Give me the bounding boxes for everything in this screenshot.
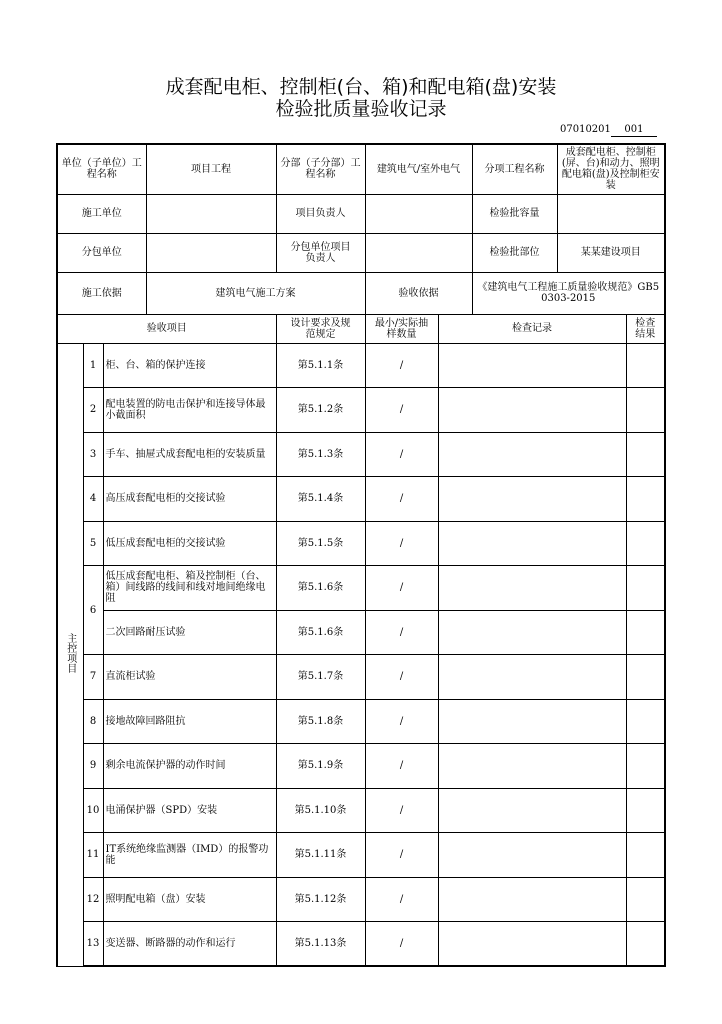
table-row [57,788,665,833]
item-record[interactable] [438,833,626,878]
item-sample: / [365,744,438,789]
item-result[interactable] [626,388,665,433]
col-sample-text: 最小/实际抽样数量 [374,317,429,340]
table-row [57,432,665,477]
item-record[interactable] [438,655,626,700]
acceptance-basis-label: 验收依据 [365,272,472,314]
table-row [57,877,665,922]
form-title: 成套配电柜、控制柜(台、箱)和配电箱(盘)安装 [165,76,557,98]
item-number: 8 [83,699,103,744]
division-label: 分部（子分部）工程名称 [276,144,365,194]
item-name: 剩余电流保护器的动作时间 [103,744,276,789]
item-name: 变送器、断路器的动作和运行 [103,922,276,967]
item-sample: / [365,699,438,744]
item-clause: 第5.1.10条 [276,788,365,833]
item-result[interactable] [626,610,665,655]
header-row-unit [57,144,665,194]
col-record: 检查记录 [438,314,626,343]
item-number: 10 [83,788,103,833]
item-name: 低压成套配电柜的交接试验 [103,521,276,566]
table-row [57,833,665,878]
subcontractor-value [146,233,276,272]
item-clause: 第5.1.9条 [276,744,365,789]
item-number: 1 [83,343,103,388]
item-result[interactable] [626,521,665,566]
item-number: 9 [83,744,103,789]
item-result[interactable] [626,744,665,789]
unit-label: 单位（子单位）工程名称 [57,144,146,194]
batch-capacity-value [557,194,665,233]
item-number: 11 [83,833,103,878]
item-result[interactable] [626,343,665,388]
column-header-row [57,314,665,343]
item-clause: 第5.1.6条 [276,566,365,611]
item-result[interactable] [626,477,665,522]
item-sample: / [365,343,438,388]
item-name: 手车、抽屉式成套配电柜的安装质量 [103,432,276,477]
item-sample: / [365,477,438,522]
acceptance-record-table [56,143,666,967]
subcontractor-label: 分包单位 [57,233,146,272]
form-subtitle: 检验批质量验收记录 [275,98,447,120]
item-clause: 第5.1.1条 [276,343,365,388]
table-row [57,610,665,655]
table-row [57,343,665,388]
item-clause: 第5.1.12条 [276,877,365,922]
construction-unit-value [146,194,276,233]
item-name: 接地故障回路阻抗 [103,699,276,744]
item-number: 2 [83,388,103,433]
batch-capacity-label: 检验批容量 [472,194,557,233]
item-record[interactable] [438,432,626,477]
item-record[interactable] [438,744,626,789]
table-row [57,388,665,433]
col-result-text: 检查结果 [635,317,656,340]
col-design [276,314,365,343]
header-row-construction [57,194,665,233]
item-result[interactable] [626,432,665,477]
item-name: 柜、台、箱的保护连接 [103,343,276,388]
document-seq: 001 [611,124,657,137]
item-name: 电涌保护器（SPD）安装 [103,788,276,833]
item-record[interactable] [438,477,626,522]
item-record[interactable] [438,922,626,967]
item-clause: 第5.1.8条 [276,699,365,744]
item-number: 7 [83,655,103,700]
table-row [57,655,665,700]
item-result[interactable] [626,922,665,967]
header-row-basis [57,272,665,314]
item-record[interactable] [438,343,626,388]
item-result[interactable] [626,655,665,700]
item-sample: / [365,877,438,922]
batch-location-value: 某某建设项目 [557,233,665,272]
item-result[interactable] [626,833,665,878]
subitem-label: 分项工程名称 [472,144,557,194]
col-result [626,314,665,343]
subitem-value: 成套配电柜、控制柜(屏、台)和动力、照明配电箱(盘)及控制柜安装 [557,144,665,194]
basis-label: 施工依据 [57,272,146,314]
item-number: 6 [83,566,103,655]
project-manager-value [365,194,472,233]
item-name: 直流柜试验 [103,655,276,700]
group-label: 主控项目 [64,633,76,673]
item-number: 5 [83,521,103,566]
group-label-cell [57,343,83,966]
item-sample: / [365,788,438,833]
item-sample: / [365,833,438,878]
item-name: IT系统绝缘监测器（IMD）的报警功能 [103,833,276,878]
col-sample [365,314,438,343]
item-name: 配电装置的防电击保护和连接导体最小截面积 [103,388,276,433]
item-number: 12 [83,877,103,922]
unit-value: 项目工程 [146,144,276,194]
item-clause: 第5.1.4条 [276,477,365,522]
item-name: 高压成套配电柜的交接试验 [103,477,276,522]
item-record[interactable] [438,699,626,744]
item-result[interactable] [626,788,665,833]
item-clause: 第5.1.6条 [276,610,365,655]
document-number [560,124,657,137]
col-item: 验收项目 [57,314,276,343]
item-sample: / [365,432,438,477]
item-number: 4 [83,477,103,522]
table-row [57,521,665,566]
table-row [57,922,665,967]
acceptance-basis-value: 《建筑电气工程施工质量验收规范》GB50303-2015 [472,272,665,314]
basis-value: 建筑电气施工方案 [146,272,365,314]
table-row [57,699,665,744]
division-value: 建筑电气/室外电气 [365,144,472,194]
document-code: 07010201 [560,124,611,135]
item-number: 3 [83,432,103,477]
table-row [57,566,665,611]
item-result[interactable] [626,566,665,611]
construction-unit-label: 施工单位 [57,194,146,233]
item-clause: 第5.1.7条 [276,655,365,700]
table-row [57,477,665,522]
header-row-subcontractor [57,233,665,272]
item-record[interactable] [438,877,626,922]
item-name: 低压成套配电柜、箱及控制柜（台、箱）间线路的线间和线对地间绝缘电阻 [103,566,276,611]
item-clause: 第5.1.13条 [276,922,365,967]
item-sample: / [365,655,438,700]
item-record[interactable] [438,521,626,566]
item-sample: / [365,388,438,433]
sub-manager-label [276,233,365,272]
table-row [57,744,665,789]
batch-location-label: 检验批部位 [472,233,557,272]
item-name: 照明配电箱（盘）安装 [103,877,276,922]
item-clause: 第5.1.5条 [276,521,365,566]
item-record[interactable] [438,566,626,611]
item-clause: 第5.1.2条 [276,388,365,433]
item-record[interactable] [438,388,626,433]
item-sample: / [365,566,438,611]
item-record[interactable] [438,788,626,833]
project-manager-label: 项目负责人 [276,194,365,233]
item-number: 13 [83,922,103,967]
item-record[interactable] [438,610,626,655]
item-sample: / [365,521,438,566]
item-sample: / [365,610,438,655]
item-clause: 第5.1.3条 [276,432,365,477]
sub-manager-value [365,233,472,272]
item-result[interactable] [626,877,665,922]
item-result[interactable] [626,699,665,744]
sub-manager-label-text: 分包单位项目负责人 [290,241,351,264]
col-design-text: 设计要求及规范规定 [290,317,351,340]
item-sample: / [365,922,438,967]
item-clause: 第5.1.11条 [276,833,365,878]
item-name: 二次回路耐压试验 [103,610,276,655]
